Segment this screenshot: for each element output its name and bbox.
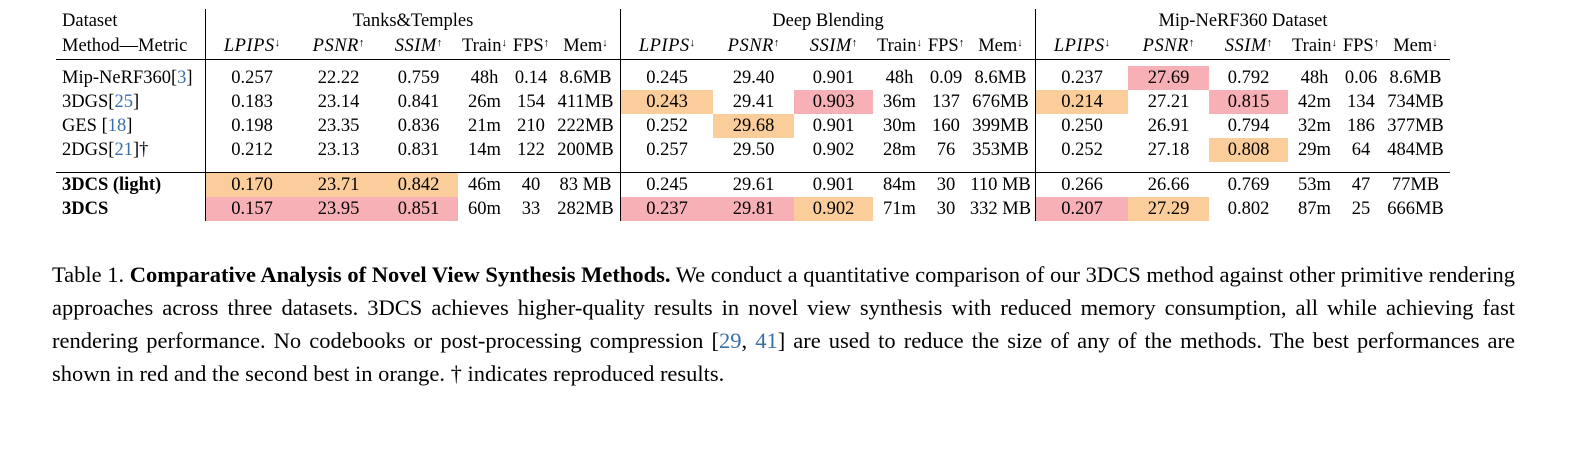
caption-title: Comparative Analysis of Novel View Synthesis Methods. xyxy=(129,262,671,287)
table-separator xyxy=(56,162,1450,173)
metric-header-lpips: LPIPS↓ xyxy=(1036,34,1129,60)
table-cell: 222MB xyxy=(551,114,621,138)
table-cell: 186 xyxy=(1347,116,1375,136)
table-cell: 0.198 xyxy=(231,116,273,136)
table-row xyxy=(56,138,1450,162)
metric-header-ssim: SSIM↑ xyxy=(1209,34,1288,60)
table-cell: 0.836 xyxy=(397,116,440,136)
table-cell: 76 xyxy=(936,140,956,160)
table-cell: 29.50 xyxy=(732,140,775,160)
table-cell: 0.14 xyxy=(514,68,548,88)
table-cell: 110 MB xyxy=(966,173,1036,198)
group-tanks-temples: Tanks&Temples xyxy=(206,9,621,34)
table-cell: 666MB xyxy=(1387,199,1444,219)
table-cell: 26.91 xyxy=(1147,116,1190,136)
table-cell: 29.40 xyxy=(732,68,775,88)
table-row xyxy=(56,90,1450,114)
caption-text-1: We conduct a quantitative comparison of our 3DCS method against other primitive rendering approaches across three datasets. 3DCS achieves higher-quality results in novel view synthesis with reduced memory consumption, all while achieving fast rendering performance. No codebooks or post-processing compression [ xyxy=(52,262,1516,353)
table-cell: 411MB xyxy=(551,90,621,114)
table-cell: 48h xyxy=(1300,68,1329,88)
table-cell: 282MB xyxy=(551,197,621,221)
table-cell: 200MB xyxy=(551,138,621,162)
metric-header-train: Train↓ xyxy=(458,34,511,60)
metric-header-lpips: LPIPS↓ xyxy=(621,34,714,60)
table-caption xyxy=(52,258,1515,390)
table-cell: 0.212 xyxy=(231,140,273,160)
table-cell: 0.901 xyxy=(812,116,855,136)
table-cell: 22.22 xyxy=(317,68,360,88)
table-cell: 484MB xyxy=(1387,140,1444,160)
table-cell: 0.842 xyxy=(379,173,458,198)
table-cell: 0.06 xyxy=(1344,68,1378,88)
table-body xyxy=(56,60,1450,222)
citation-link[interactable]: 25 xyxy=(114,92,133,112)
method-name-cell: 3DGS[25] xyxy=(56,90,206,114)
table-cell: 160 xyxy=(932,116,960,136)
table-cell: 48h xyxy=(470,68,499,88)
table-cell: 0.769 xyxy=(1227,175,1270,195)
table-cell: 137 xyxy=(932,92,960,112)
caption-text-2: ] are used to reduce the size of any of the methods. The best performances are shown in red and the second best in orange. † indicates reproduced results. xyxy=(52,328,1516,386)
table-cell: 40 xyxy=(521,175,541,195)
table-cell: 0.759 xyxy=(397,68,440,88)
method-name-cell: 3DCS xyxy=(56,197,206,221)
metric-header-psnr: PSNR↑ xyxy=(298,34,379,60)
table-cell: 0.851 xyxy=(379,197,458,221)
table-cell: 0.901 xyxy=(812,68,855,88)
citation-link[interactable]: 18 xyxy=(107,116,127,136)
table-cell: 210 xyxy=(517,116,545,136)
table-cell: 0.237 xyxy=(1061,68,1103,88)
table-row xyxy=(56,173,1450,198)
table-cell: 0.266 xyxy=(1061,175,1103,195)
table-cell: 8.6MB xyxy=(551,66,621,90)
metric-header-row xyxy=(56,34,1450,60)
table-cell: 0.901 xyxy=(812,175,855,195)
table-cell: 8.6MB xyxy=(966,66,1036,90)
method-name-cell: 2DGS[21]† xyxy=(56,138,206,162)
table-cell: 46m xyxy=(468,175,501,195)
metric-header-ssim: SSIM↑ xyxy=(379,34,458,60)
table-cell: 0.245 xyxy=(646,68,688,88)
table-cell: 29.61 xyxy=(732,175,775,195)
method-name-cell: Mip-NeRF360[3] xyxy=(56,66,206,90)
table-cell: 8.6MB xyxy=(1389,68,1442,88)
group-deep-blending: Deep Blending xyxy=(621,9,1036,34)
table-cell: 0.257 xyxy=(231,68,273,88)
table-cell: 26m xyxy=(468,92,501,112)
table-cell: 28m xyxy=(883,140,916,160)
table-cell: 29.81 xyxy=(713,197,794,221)
caption-label: Table 1. xyxy=(52,262,130,287)
metric-header-fps: FPS↑ xyxy=(511,34,551,60)
table-cell: 27.29 xyxy=(1128,197,1209,221)
table-cell: 83 MB xyxy=(551,173,621,198)
table-cell: 23.14 xyxy=(317,92,360,112)
table-cell: 23.71 xyxy=(298,173,379,198)
table-cell: 87m xyxy=(1298,199,1331,219)
metric-header-train: Train↓ xyxy=(1288,34,1341,60)
caption-citation-link[interactable]: 29 xyxy=(718,328,742,353)
table-cell: 0.207 xyxy=(1036,197,1129,221)
table-cell: 29m xyxy=(1298,140,1331,160)
table-cell: 0.245 xyxy=(646,175,688,195)
table-cell: 0.257 xyxy=(646,140,688,160)
metric-header-fps: FPS↑ xyxy=(1341,34,1381,60)
table-cell: 27.18 xyxy=(1147,140,1190,160)
table-cell: 353MB xyxy=(966,138,1036,162)
table-cell: 60m xyxy=(468,199,501,219)
metric-header-psnr: PSNR↑ xyxy=(1128,34,1209,60)
table-cell: 676MB xyxy=(966,90,1036,114)
table-cell: 71m xyxy=(883,199,916,219)
header-dataset: Dataset xyxy=(56,9,206,34)
table-cell: 0.183 xyxy=(231,92,273,112)
header-method-metric: Method—Metric xyxy=(56,34,206,60)
table-cell: 29.41 xyxy=(732,92,775,112)
table-cell: 0.802 xyxy=(1227,199,1270,219)
table-cell: 134 xyxy=(1347,92,1375,112)
table-cell: 27.69 xyxy=(1128,66,1209,90)
table-cell: 23.13 xyxy=(317,140,360,160)
table-cell: 84m xyxy=(883,175,916,195)
metric-header-mem: Mem↓ xyxy=(551,34,621,60)
caption-citation-link[interactable]: 41 xyxy=(755,328,778,353)
table-cell: 0.808 xyxy=(1209,138,1288,162)
citation-link[interactable]: 21 xyxy=(114,140,133,160)
method-name-cell: GES [18] xyxy=(56,114,206,138)
table-cell: 26.66 xyxy=(1147,175,1190,195)
table-cell: 14m xyxy=(468,140,501,160)
table-cell: 30m xyxy=(883,116,916,136)
metric-header-lpips: LPIPS↓ xyxy=(206,34,299,60)
table-cell: 0.252 xyxy=(1061,140,1103,160)
table-cell: 122 xyxy=(517,140,545,160)
table-cell: 36m xyxy=(883,92,916,112)
table-cell: 21m xyxy=(468,116,501,136)
table-cell: 0.237 xyxy=(621,197,714,221)
table-cell: 30 xyxy=(936,199,956,219)
table-row xyxy=(56,114,1450,138)
table-cell: 0.794 xyxy=(1227,116,1270,136)
table-cell: 154 xyxy=(517,92,545,112)
method-name-cell: 3DCS (light) xyxy=(56,173,206,198)
table-cell: 32m xyxy=(1298,116,1331,136)
metric-header-train: Train↓ xyxy=(873,34,926,60)
table-cell: 64 xyxy=(1351,140,1371,160)
table-cell: 0.157 xyxy=(206,197,299,221)
table-cell: 332 MB xyxy=(966,197,1036,221)
table-cell: 399MB xyxy=(966,114,1036,138)
table-cell: 30 xyxy=(936,175,956,195)
metric-header-psnr: PSNR↑ xyxy=(713,34,794,60)
table-cell: 53m xyxy=(1298,175,1331,195)
table-cell: 77MB xyxy=(1391,175,1440,195)
table-cell: 0.831 xyxy=(397,140,440,160)
table-cell: 0.841 xyxy=(397,92,440,112)
caption-sep: , xyxy=(741,328,756,353)
table-cell: 0.170 xyxy=(206,173,299,198)
table-cell: 29.68 xyxy=(713,114,794,138)
metric-header-mem: Mem↓ xyxy=(1381,34,1450,60)
table-cell: 0.214 xyxy=(1036,90,1129,114)
table-cell: 42m xyxy=(1298,92,1331,112)
table-cell: 47 xyxy=(1351,175,1371,195)
table-row xyxy=(56,197,1450,221)
table-cell: 0.252 xyxy=(646,116,688,136)
metric-header-ssim: SSIM↑ xyxy=(794,34,873,60)
results-table xyxy=(56,9,1450,221)
table-cell: 0.243 xyxy=(621,90,714,114)
table-cell: 0.902 xyxy=(812,140,855,160)
table-cell: 48h xyxy=(885,68,914,88)
table-cell: 25 xyxy=(1351,199,1371,219)
table-cell: 33 xyxy=(521,199,541,219)
group-mipnerf360: Mip-NeRF360 Dataset xyxy=(1158,11,1328,31)
table-cell: 0.902 xyxy=(794,197,873,221)
table-cell: 0.815 xyxy=(1209,90,1288,114)
table-cell: 27.21 xyxy=(1147,92,1190,112)
table-cell: 377MB xyxy=(1387,116,1444,136)
table-cell: 23.95 xyxy=(298,197,379,221)
metric-header-fps: FPS↑ xyxy=(926,34,966,60)
table-cell: 0.09 xyxy=(929,68,963,88)
table-cell: 23.35 xyxy=(317,116,360,136)
table-cell: 0.792 xyxy=(1227,68,1270,88)
metric-header-mem: Mem↓ xyxy=(966,34,1036,60)
citation-link[interactable]: 3 xyxy=(177,68,187,88)
table-cell: 0.250 xyxy=(1061,116,1103,136)
table-cell: 0.903 xyxy=(794,90,873,114)
table-cell: 734MB xyxy=(1387,92,1444,112)
table-row xyxy=(56,66,1450,90)
